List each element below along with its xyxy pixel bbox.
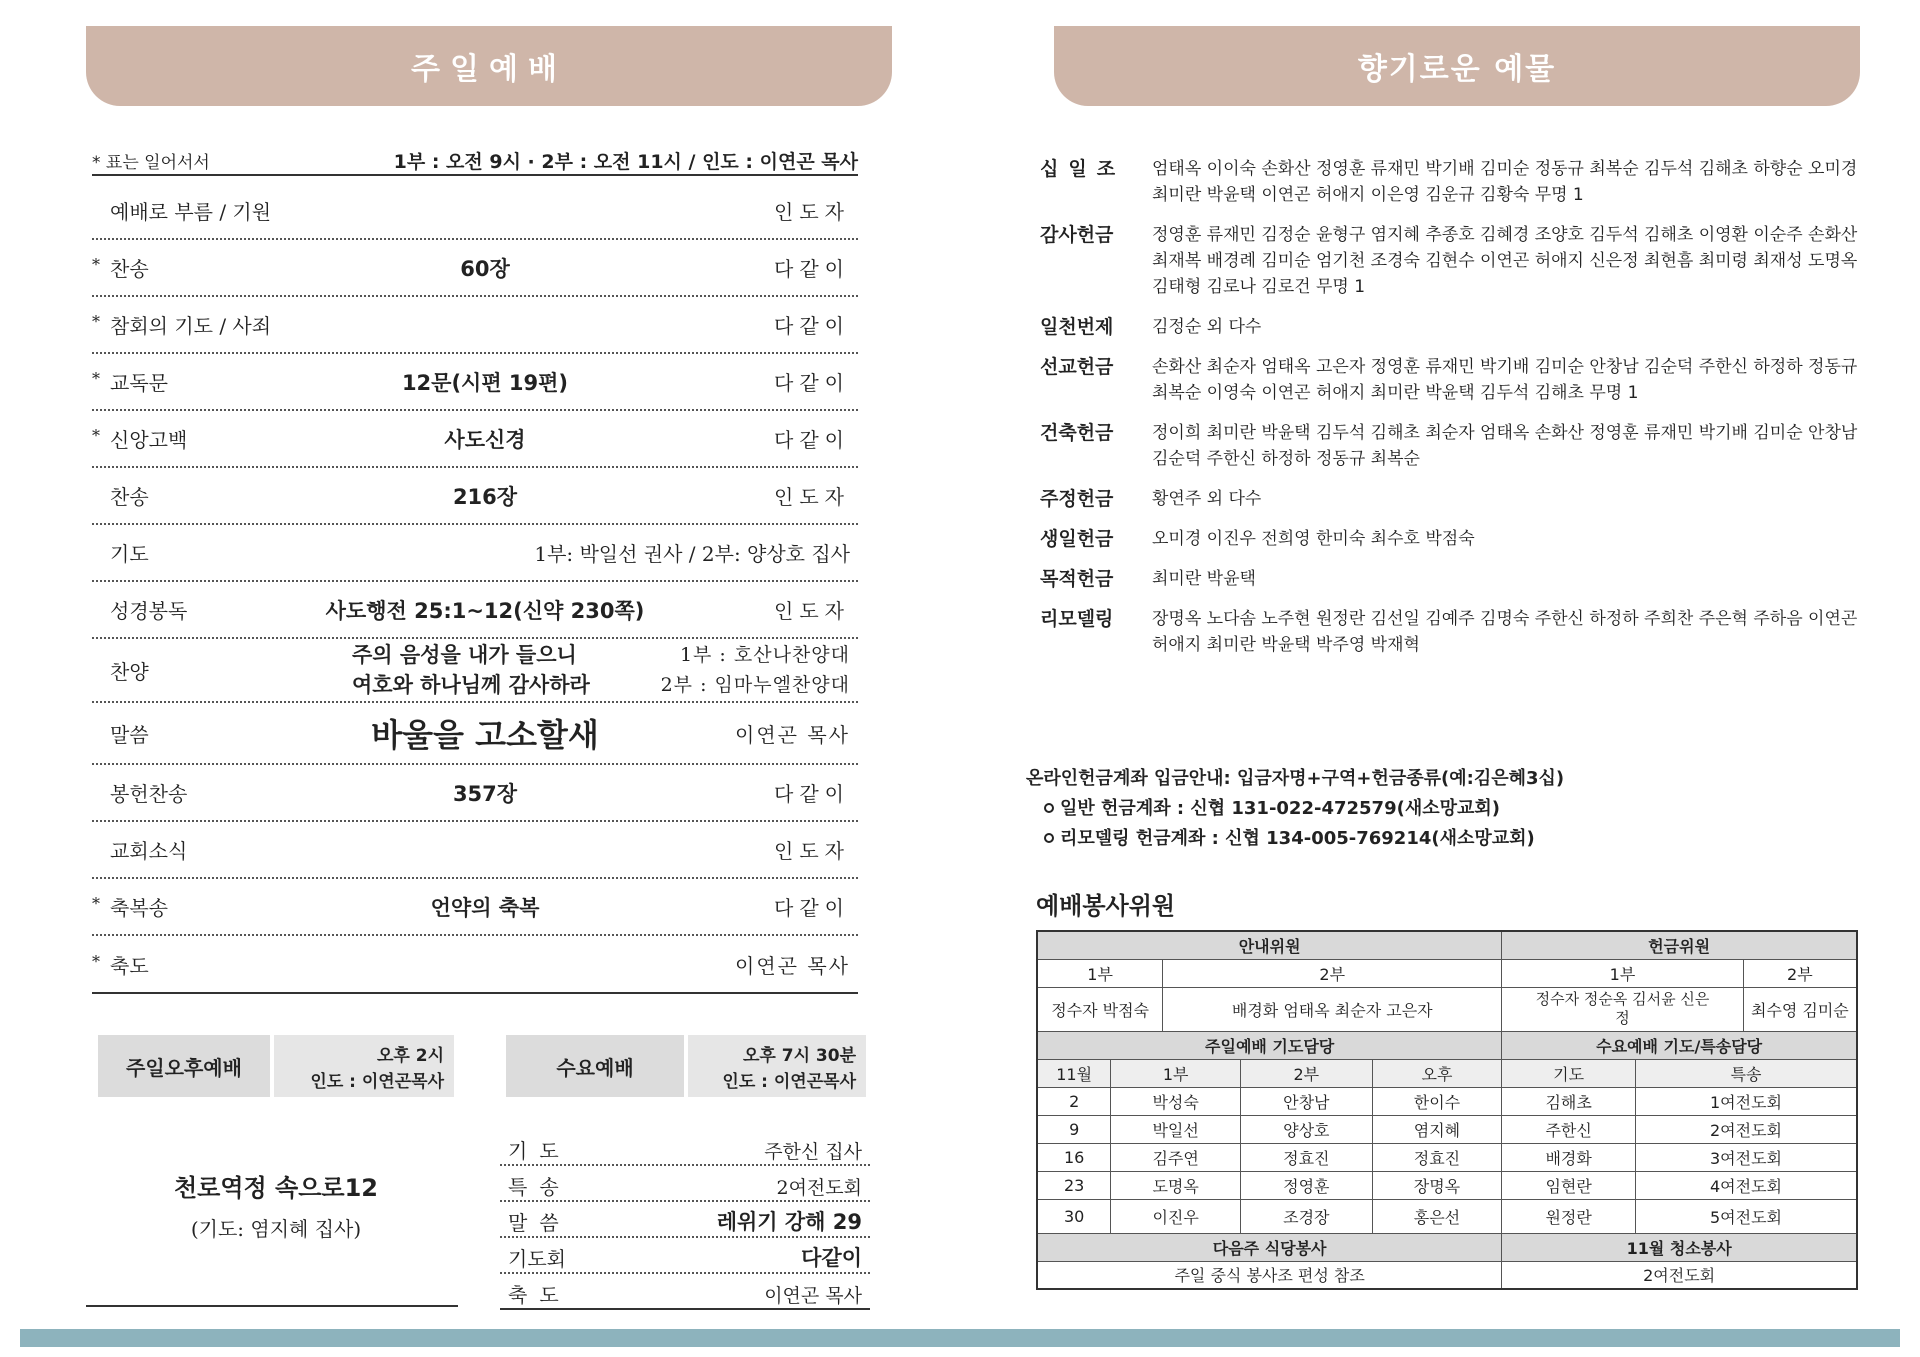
service-item: * 참회의 기도 / 사죄 다같이 — [92, 297, 858, 354]
choir-1: 1부 : 호산나찬양대 — [679, 644, 850, 666]
wednesday-item: 특송 2여전도회 — [500, 1166, 870, 1202]
offering-type: 주정헌금 — [1040, 488, 1114, 510]
divider — [86, 1305, 458, 1307]
service-item: * 신앙고백 사도신경 다같이 — [92, 411, 858, 468]
service-item: 예배로 부름 / 기원 인도자 — [92, 183, 858, 240]
table-cell: 2부 — [1163, 959, 1502, 987]
table-cell: 안창남 — [1240, 1087, 1372, 1115]
offering-type: 감사헌금 — [1040, 224, 1114, 246]
table-cell: 양상호 — [1240, 1115, 1372, 1143]
service-item-label: 기도 — [110, 542, 149, 566]
table-cell: 배경화 — [1502, 1143, 1636, 1171]
table-cell: 주일예배 기도담당 — [1037, 1031, 1502, 1059]
service-item: * 축도 이연곤 목사 — [92, 936, 858, 994]
offering-row — [1040, 526, 1860, 552]
service-times: 1부 : 오전 9시 · 2부 : 오전 11시 / 인도 : 이연곤 목사 — [393, 150, 858, 173]
table-cell: 헌금위원 — [1502, 931, 1857, 959]
footer-bar — [20, 1329, 1900, 1347]
table-cell: 염지혜 — [1372, 1115, 1502, 1143]
service-item-label: 말씀 — [110, 722, 149, 747]
sermon-item: 말씀 바울을 고소할새 이연곤 목사 — [92, 703, 858, 765]
table-cell: 조경장 — [1240, 1199, 1372, 1233]
table-cell: 정수자 정순옥 김서윤 신은정 — [1502, 987, 1743, 1031]
offering-names: 황연주 외 다수 — [1152, 489, 1262, 509]
service-item-label: 찬양 — [110, 659, 149, 684]
wednesday-service-box — [506, 1035, 866, 1097]
table-cell: 주일 중식 봉사조 편성 참조 — [1037, 1261, 1502, 1289]
table-row — [1037, 1199, 1857, 1233]
anthem-title-2: 여호와 하나님께 감사하라 — [352, 673, 590, 697]
table-cell: 오후 — [1372, 1059, 1502, 1087]
table-cell: 2 — [1037, 1087, 1111, 1115]
offering-row — [1040, 420, 1860, 472]
offering-type: 리모델링 — [1040, 608, 1114, 630]
offering-type: 건축헌금 — [1040, 422, 1114, 444]
account-intro: 온라인헌금계좌 입금안내: 입금자명+구역+헌금종류(예:김은혜3십) — [1026, 768, 1565, 789]
table-cell: 3여전도회 — [1636, 1143, 1858, 1171]
table-cell: 배경화 엄태옥 최순자 고은자 — [1163, 987, 1502, 1031]
worship-banner: 주일예배 — [86, 26, 892, 106]
table-cell: 16 — [1037, 1143, 1111, 1171]
bullet-icon — [1044, 833, 1054, 843]
worship-header — [92, 146, 858, 176]
order-of-service — [92, 183, 858, 994]
table-cell: 11월 청소봉사 — [1502, 1233, 1857, 1261]
service-item-label: 축도 — [110, 953, 149, 978]
staff-table — [1036, 930, 1858, 1290]
service-item: 기도 1부: 박일선 권사 / 2부: 양상호 집사 — [92, 525, 858, 582]
offering-row — [1040, 314, 1860, 340]
service-item: * 축복송 언약의 축복 다같이 — [92, 879, 858, 936]
wednesday-time: 오후 7시 30분 — [742, 1046, 856, 1066]
offering-names: 정이희 최미란 박윤택 김두석 김해초 최순자 엄태옥 손화산 정영훈 류재민 박기배 김미순 안창남 김순덕 주한신 하정하 정동규 최복순 — [1152, 423, 1858, 469]
offerings-list — [1040, 156, 1860, 672]
table-cell: 장명옥 — [1372, 1171, 1502, 1199]
offering-names: 오미경 이진우 전희영 한미숙 최수호 박점숙 — [1152, 529, 1475, 549]
offering-names: 최미란 박윤택 — [1152, 569, 1256, 589]
table-cell: 김해초 — [1502, 1087, 1636, 1115]
afternoon-prayer: (기도: 염지혜 집사) — [190, 1217, 362, 1241]
table-cell: 4여전도회 — [1636, 1171, 1858, 1199]
table-cell: 기도 — [1502, 1059, 1636, 1087]
service-item-label: 참회의 기도 / 사죄 — [110, 314, 272, 338]
table-cell: 홍은선 — [1372, 1199, 1502, 1233]
service-item-label: 축복송 — [110, 896, 168, 920]
offering-type: 생일헌금 — [1040, 528, 1114, 550]
afternoon-time: 오후 2시 — [376, 1046, 444, 1066]
table-cell: 한이수 — [1372, 1087, 1502, 1115]
offering-type: 십일조 — [1040, 158, 1126, 180]
remodel-account: 리모델링 헌금계좌 : 신협 134-005-769214(새소망교회) — [1060, 828, 1535, 849]
afternoon-leader: 인도 : 이연곤목사 — [310, 1072, 444, 1092]
offering-names: 엄태옥 이이숙 손화산 정영훈 류재민 박기배 김미순 정동규 최복순 김두석 김해초 하향순 오미경 최미란 박윤택 이연곤 허애지 이은영 김운규 김황숙 무명 1 — [1152, 159, 1858, 205]
table-cell: 박일선 — [1111, 1115, 1241, 1143]
table-cell: 11월 — [1037, 1059, 1111, 1087]
service-item-label: 성경봉독 — [110, 599, 188, 623]
offerings-banner: 향기로운 예물 — [1054, 26, 1860, 106]
table-cell: 정효진 — [1372, 1143, 1502, 1171]
table-cell: 정수자 박점숙 — [1037, 987, 1163, 1031]
table-cell: 1부 — [1111, 1059, 1241, 1087]
staff-title: 예배봉사위원 — [1036, 892, 1176, 920]
service-item: * 교독문 12문(시편 19편) 다같이 — [92, 354, 858, 411]
offering-names: 김정순 외 다수 — [1152, 317, 1262, 337]
table-cell: 9 — [1037, 1115, 1111, 1143]
table-cell: 1여전도회 — [1636, 1087, 1858, 1115]
table-cell: 임현란 — [1502, 1171, 1636, 1199]
service-item: 봉헌찬송 357장 다같이 — [92, 765, 858, 822]
table-cell: 30 — [1037, 1199, 1111, 1233]
table-cell: 박성숙 — [1111, 1087, 1241, 1115]
afternoon-subject — [98, 1168, 454, 1242]
wednesday-leader: 인도 : 이연곤목사 — [722, 1072, 856, 1092]
table-cell: 도명옥 — [1111, 1171, 1241, 1199]
service-item-label: 봉헌찬송 — [110, 782, 188, 806]
table-cell: 2부 — [1743, 959, 1857, 987]
table-cell: 김주연 — [1111, 1143, 1241, 1171]
table-cell: 원정란 — [1502, 1199, 1636, 1233]
table-cell: 안내위원 — [1037, 931, 1502, 959]
table-cell: 이진우 — [1111, 1199, 1241, 1233]
wednesday-item: 기도회 다같이 — [500, 1238, 870, 1274]
table-cell: 2부 — [1240, 1059, 1372, 1087]
bullet-icon — [1044, 803, 1054, 813]
table-cell: 23 — [1037, 1171, 1111, 1199]
wednesday-service-title: 수요예배 — [506, 1035, 684, 1097]
offering-names: 장명옥 노다솜 노주현 원정란 김선일 김예주 김명숙 주한신 하정하 주희찬 주은혁 주하음 이연곤 허애지 최미란 박윤택 박주영 박재혁 — [1152, 609, 1858, 655]
service-item: 찬송 216장 인도자 — [92, 468, 858, 525]
service-item-label: 교독문 — [110, 371, 168, 395]
table-cell: 수요예배 기도/특송담당 — [1502, 1031, 1857, 1059]
service-item: 성경봉독 사도행전 25:1~12(신약 230쪽) 인도자 — [92, 582, 858, 639]
afternoon-service-box — [98, 1035, 454, 1097]
wednesday-item: 말씀 레위기 강해 29 — [500, 1202, 870, 1238]
offering-type: 목적헌금 — [1040, 568, 1114, 590]
table-cell: 5여전도회 — [1636, 1199, 1858, 1233]
table-cell: 1부 — [1037, 959, 1163, 987]
general-account: 일반 헌금계좌 : 신협 131-022-472579(새소망교회) — [1060, 798, 1500, 819]
offering-names: 정영훈 류재민 김정순 윤형구 염지혜 추종호 김혜경 조양호 김두석 김해초 이영환 이순주 손화산 최재복 배경례 김미순 엄기천 조경숙 김현수 이연곤 허애지 신은정 최현흠 최미령 최재성 도명옥 김태형 김로나 김로건 무명 1 — [1152, 225, 1858, 297]
table-row — [1037, 1115, 1857, 1143]
table-cell: 최수영 김미순 — [1743, 987, 1857, 1031]
wednesday-order — [500, 1130, 870, 1310]
table-cell: 2여전도회 — [1636, 1115, 1858, 1143]
service-item-label: 교회소식 — [110, 839, 188, 863]
offering-type: 선교헌금 — [1040, 356, 1114, 378]
afternoon-service-title: 주일오후예배 — [98, 1035, 270, 1097]
offering-row — [1040, 156, 1860, 208]
table-cell: 정효진 — [1240, 1143, 1372, 1171]
choir-2: 2부 : 임마누엘찬양대 — [660, 674, 850, 696]
service-item: * 찬송 60장 다같이 — [92, 240, 858, 297]
offering-row — [1040, 354, 1860, 406]
table-cell: 특송 — [1636, 1059, 1858, 1087]
afternoon-subject-title: 천로역정 속으로12 — [173, 1174, 379, 1202]
table-cell: 정영훈 — [1240, 1171, 1372, 1199]
table-cell: 2여전도회 — [1502, 1261, 1857, 1289]
table-row — [1037, 1143, 1857, 1171]
table-row — [1037, 1087, 1857, 1115]
service-item-label: 찬송 — [110, 485, 149, 509]
sermon-title: 바울을 고소할새 — [371, 716, 599, 754]
anthem-title-1: 주의 음성을 내가 들으니 — [352, 643, 577, 667]
table-cell: 1부 — [1502, 959, 1743, 987]
offering-row — [1040, 566, 1860, 592]
online-account-info — [1026, 764, 1846, 854]
service-item-label: 신앙고백 — [110, 428, 188, 452]
offering-type: 일천번제 — [1040, 316, 1114, 338]
anthem-item — [92, 639, 858, 703]
wednesday-item: 축도 이연곤 목사 — [500, 1274, 870, 1310]
wednesday-item: 기도 주한신 집사 — [500, 1130, 870, 1166]
service-item-label: 예배로 부름 / 기원 — [110, 200, 272, 224]
offering-row — [1040, 606, 1860, 658]
offering-row — [1040, 486, 1860, 512]
offering-row — [1040, 222, 1860, 300]
service-item-label: 찬송 — [110, 257, 149, 281]
offering-names: 손화산 최순자 엄태옥 고은자 정영훈 류재민 박기배 김미순 안창남 김순덕 주한신 하정하 정동규 최복순 이영숙 이연곤 허애지 최미란 박윤택 김두석 김해초 무명 1 — [1152, 357, 1858, 403]
service-item: 교회소식 인도자 — [92, 822, 858, 879]
table-cell: 다음주 식당봉사 — [1037, 1233, 1502, 1261]
table-cell: 주한신 — [1502, 1115, 1636, 1143]
table-row — [1037, 1171, 1857, 1199]
standing-note: * 표는 일어서서 — [92, 152, 210, 173]
